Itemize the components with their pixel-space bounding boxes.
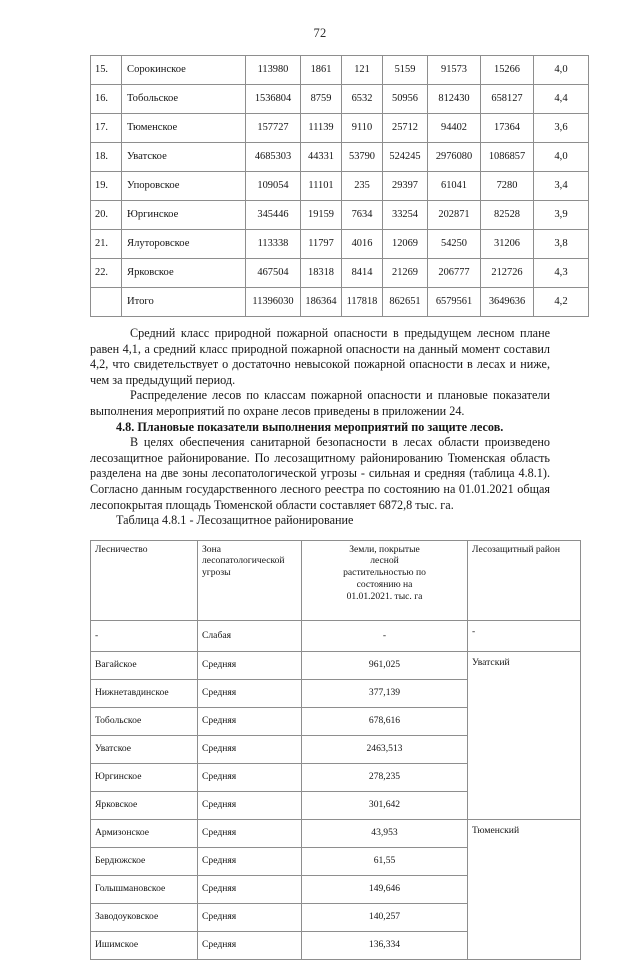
cell-value-3: 121 (342, 56, 383, 85)
cell-number: 19. (91, 172, 122, 201)
table-row (91, 620, 581, 651)
spacer (90, 317, 550, 326)
cell-average-class: 3,8 (534, 230, 589, 259)
cell-value-2: 186364 (301, 288, 342, 317)
cell-average-class: 4,2 (534, 288, 589, 317)
cell-forestry-name: Голышмановское (91, 875, 198, 903)
cell-value-4: 862651 (383, 288, 428, 317)
cell-value-2: 19159 (301, 201, 342, 230)
cell-average-class: 4,0 (534, 56, 589, 85)
paragraph-distribution-reference: Распределение лесов по классам пожарной опасности и плановые показатели выполнения мероприятий по охране лесов приведены в приложении 24. (90, 388, 550, 418)
cell-value-3: 7634 (342, 201, 383, 230)
page-content (90, 55, 568, 960)
cell-value-4: 21269 (383, 259, 428, 288)
cell-value-5: 94402 (428, 114, 481, 143)
cell-number: 15. (91, 56, 122, 85)
cell-forestry-name: Тобольское (122, 85, 246, 114)
cell-forestry-name: Нижнетавдинское (91, 679, 198, 707)
cell-forestry-name: Упоровское (122, 172, 246, 201)
cell-forested-area: 61,55 (302, 847, 468, 875)
cell-value-3: 117818 (342, 288, 383, 317)
cell-value-5: 54250 (428, 230, 481, 259)
cell-threat-zone: Средняя (198, 707, 302, 735)
cell-forestry-name: Итого (122, 288, 246, 317)
cell-average-class: 3,9 (534, 201, 589, 230)
cell-forestry-name: Уватское (91, 735, 198, 763)
cell-value-6: 7280 (481, 172, 534, 201)
forestry-fire-danger-table (90, 55, 589, 317)
cell-value-1: 1536804 (246, 85, 301, 114)
header-area-line-4: состоянию на (356, 578, 413, 590)
cell-value-4: 5159 (383, 56, 428, 85)
cell-protection-region: Уватский (468, 651, 581, 819)
cell-average-class: 3,4 (534, 172, 589, 201)
cell-value-3: 6532 (342, 85, 383, 114)
table-row (91, 114, 589, 143)
table-row (91, 143, 589, 172)
cell-value-6: 15266 (481, 56, 534, 85)
cell-value-2: 18318 (301, 259, 342, 288)
cell-threat-zone: Средняя (198, 791, 302, 819)
table-row (91, 259, 589, 288)
cell-value-2: 11101 (301, 172, 342, 201)
cell-number (91, 288, 122, 317)
page-number: 72 (313, 26, 327, 40)
cell-value-1: 11396030 (246, 288, 301, 317)
cell-value-6: 658127 (481, 85, 534, 114)
cell-value-1: 4685303 (246, 143, 301, 172)
cell-forestry-name: Заводоуковское (91, 903, 198, 931)
cell-value-5: 812430 (428, 85, 481, 114)
cell-value-6: 17364 (481, 114, 534, 143)
cell-number: 22. (91, 259, 122, 288)
cell-value-4: 12069 (383, 230, 428, 259)
cell-forested-area: 301,642 (302, 791, 468, 819)
paragraph-average-fire-class: Средний класс природной пожарной опасности в предыдущем лесном плане равен 4,1, а средний класс природной пожарной опасности на данный момент составил 4,2, что свидетельствует о достаточно невысокой пожарной опасности в лесах и ниже, чем за предыдущий период. (90, 326, 550, 387)
cell-number: 21. (91, 230, 122, 259)
cell-value-3: 235 (342, 172, 383, 201)
table-caption-4-8-1: Таблица 4.8.1 - Лесозащитное районирование (116, 513, 354, 528)
cell-value-2: 11139 (301, 114, 342, 143)
cell-threat-zone: Слабая (198, 620, 302, 651)
cell-threat-zone: Средняя (198, 847, 302, 875)
table-row (91, 85, 589, 114)
cell-value-1: 113338 (246, 230, 301, 259)
cell-forestry-name: - (91, 620, 198, 651)
header-area-line-5: 01.01.2021. тыс. га (346, 590, 423, 602)
table-body (91, 56, 589, 317)
cell-value-2: 1861 (301, 56, 342, 85)
table-row (91, 651, 581, 679)
cell-value-3: 9110 (342, 114, 383, 143)
cell-forested-area: 136,334 (302, 931, 468, 959)
header-region: Лесозащитный район (468, 540, 581, 620)
cell-threat-zone: Средняя (198, 763, 302, 791)
cell-value-2: 11797 (301, 230, 342, 259)
cell-forested-area: 377,139 (302, 679, 468, 707)
cell-number: 16. (91, 85, 122, 114)
cell-value-4: 25712 (383, 114, 428, 143)
cell-average-class: 4,4 (534, 85, 589, 114)
cell-forestry-name: Ишимское (91, 931, 198, 959)
cell-forested-area: 149,646 (302, 875, 468, 903)
cell-threat-zone: Средняя (198, 875, 302, 903)
section-heading-4-8: 4.8. Плановые показатели выполнения мероприятий по защите лесов. (116, 419, 504, 434)
cell-forestry-name: Армизонское (91, 819, 198, 847)
table-row (91, 230, 589, 259)
header-forestry: Лесничество (91, 540, 198, 620)
cell-forested-area: 961,025 (302, 651, 468, 679)
cell-number: 20. (91, 201, 122, 230)
cell-forested-area: 278,235 (302, 763, 468, 791)
cell-forested-area: 43,953 (302, 819, 468, 847)
cell-value-1: 345446 (246, 201, 301, 230)
cell-value-4: 33254 (383, 201, 428, 230)
cell-value-5: 202871 (428, 201, 481, 230)
cell-threat-zone: Средняя (198, 931, 302, 959)
cell-value-6: 82528 (481, 201, 534, 230)
table-row (91, 56, 589, 85)
cell-value-6: 212726 (481, 259, 534, 288)
cell-value-6: 31206 (481, 230, 534, 259)
cell-threat-zone: Средняя (198, 651, 302, 679)
cell-number: 17. (91, 114, 122, 143)
zoning-table-body (91, 540, 581, 959)
cell-value-2: 44331 (301, 143, 342, 172)
cell-protection-region: Тюменский (468, 819, 581, 959)
cell-value-4: 50956 (383, 85, 428, 114)
header-area-line-3: растительностью по (343, 567, 426, 579)
cell-forested-area: - (302, 620, 468, 651)
cell-threat-zone: Средняя (198, 679, 302, 707)
forest-protection-zoning-table (90, 540, 581, 960)
cell-average-class: 3,6 (534, 114, 589, 143)
header-zone: Зона лесопатологической угрозы (198, 540, 302, 620)
cell-threat-zone: Средняя (198, 819, 302, 847)
table-row (91, 819, 581, 847)
cell-forestry-name: Сорокинское (122, 56, 246, 85)
cell-value-1: 467504 (246, 259, 301, 288)
cell-value-1: 109054 (246, 172, 301, 201)
cell-value-2: 8759 (301, 85, 342, 114)
cell-forestry-name: Вагайское (91, 651, 198, 679)
cell-forestry-name: Тюменское (122, 114, 246, 143)
cell-threat-zone: Средняя (198, 735, 302, 763)
cell-forested-area: 140,257 (302, 903, 468, 931)
cell-average-class: 4,3 (534, 259, 589, 288)
cell-value-5: 91573 (428, 56, 481, 85)
zoning-header-row (91, 540, 581, 620)
cell-value-1: 113980 (246, 56, 301, 85)
cell-forestry-name: Тобольское (91, 707, 198, 735)
header-area (302, 540, 468, 620)
cell-value-4: 29397 (383, 172, 428, 201)
cell-forestry-name: Юргинское (91, 763, 198, 791)
cell-value-5: 61041 (428, 172, 481, 201)
cell-value-3: 8414 (342, 259, 383, 288)
cell-forestry-name: Бердюжское (91, 847, 198, 875)
cell-value-6: 3649636 (481, 288, 534, 317)
cell-value-4: 524245 (383, 143, 428, 172)
cell-forested-area: 2463,513 (302, 735, 468, 763)
cell-value-1: 157727 (246, 114, 301, 143)
header-area-line-1: Земли, покрытые (349, 543, 420, 555)
table-row (91, 201, 589, 230)
paragraph-sanitary-zoning: В целях обеспечения санитарной безопасности в лесах области произведено лесозащитное районирование. По лесозащитному районированию Тюменская область разделена на две зоны лесопатологической угрозы - сильная и средняя (таблица 4.8.1). Согласно данным государственного лесного реестра по состоянию на 01.01.2021 общая лесопокрытая площадь Тюменской области составляет 6872,8 тыс. га. (90, 435, 550, 512)
cell-forestry-name: Ярковское (91, 791, 198, 819)
cell-threat-zone: Средняя (198, 903, 302, 931)
table-row (91, 288, 589, 317)
cell-forestry-name: Уватское (122, 143, 246, 172)
cell-protection-region: - (468, 620, 581, 651)
cell-value-5: 206777 (428, 259, 481, 288)
cell-value-3: 4016 (342, 230, 383, 259)
header-area-line-2: лесной (370, 555, 399, 567)
cell-forestry-name: Юргинское (122, 201, 246, 230)
cell-forested-area: 678,616 (302, 707, 468, 735)
cell-value-3: 53790 (342, 143, 383, 172)
cell-value-5: 2976080 (428, 143, 481, 172)
cell-forestry-name: Ялуторовское (122, 230, 246, 259)
cell-value-6: 1086857 (481, 143, 534, 172)
cell-number: 18. (91, 143, 122, 172)
table-row (91, 172, 589, 201)
cell-average-class: 4,0 (534, 143, 589, 172)
cell-forestry-name: Ярковское (122, 259, 246, 288)
cell-value-5: 6579561 (428, 288, 481, 317)
